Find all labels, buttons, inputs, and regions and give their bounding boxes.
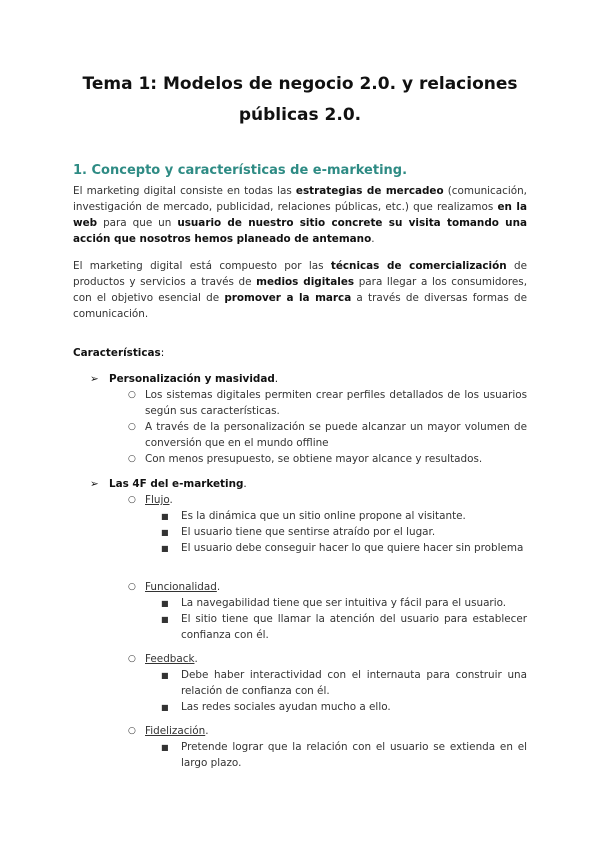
list-item-text: Los sistemas digitales permiten crear perfiles detallados de los usuarios según sus características. [145, 389, 527, 417]
bold-text: técnicas de comercialización [330, 260, 507, 272]
list-item [128, 387, 527, 419]
bold-text: estrategias de mercadeo [295, 185, 444, 197]
underlined-text: Feedback [145, 653, 195, 665]
arrow-bullet-icon: ➢ [90, 373, 99, 385]
text: : [160, 347, 165, 359]
circle-bullet-icon: ○ [128, 422, 136, 432]
underlined-text: Fidelización [145, 725, 206, 737]
list-item-personalizacion [90, 371, 527, 387]
list-item-text: Con menos presupuesto, se obtiene mayor alcance y resultados. [145, 453, 483, 465]
text: . [216, 581, 221, 593]
text: de productos y servicios a través de [73, 260, 527, 288]
list-item [161, 524, 527, 540]
page-title-line-1: Tema 1: Modelos de negocio 2.0. y relaciones [82, 74, 518, 94]
text: . [274, 373, 279, 385]
list-item [161, 595, 527, 611]
text: El marketing digital consiste en todas las [73, 185, 296, 197]
list-item-text: La navegabilidad tiene que ser intuitiva y fácil para el usuario. [181, 597, 507, 609]
list-item-text: Pretende lograr que la relación con el usuario se extienda en el largo plazo. [181, 741, 527, 769]
text: a través de diversas formas de comunicación. [73, 292, 527, 320]
sub-list-title [145, 492, 527, 508]
bold-text: medios digitales [256, 276, 355, 288]
arrow-bullet-icon: ➢ [90, 478, 99, 490]
paragraph-composition [73, 258, 527, 322]
list-item [161, 611, 527, 643]
sub-list-title [145, 651, 527, 667]
list-item-text: El sitio tiene que llamar la atención del usuario para establecer confianza con él. [181, 613, 527, 641]
list-item [128, 419, 527, 451]
list-item [161, 508, 527, 524]
circle-bullet-icon: ○ [128, 582, 136, 592]
square-bullet-icon: ■ [161, 512, 169, 521]
square-bullet-icon: ■ [161, 671, 169, 680]
circle-bullet-icon: ○ [128, 495, 136, 505]
text: . [205, 725, 209, 737]
list-item-text: Es la dinámica que un sitio online propone al visitante. [181, 510, 466, 522]
paragraph-definition [73, 183, 527, 247]
text: (comunicación, investigación de mercado, publicidad, relaciones públicas, etc.) que realizamos [73, 185, 527, 213]
list-item-text: Las redes sociales ayudan mucho a ello. [181, 701, 391, 713]
square-bullet-icon: ■ [161, 615, 169, 624]
sub-list-title [145, 723, 527, 739]
underlined-text: Flujo [145, 494, 170, 506]
text: . [243, 478, 247, 490]
list-item [161, 699, 527, 715]
list-item-text: El usuario debe conseguir hacer lo que quiere hacer sin problema [181, 542, 524, 554]
bold-text: promover a la marca [224, 292, 352, 304]
page-title-line-2: públicas 2.0. [238, 105, 362, 125]
text: para llegar a los consumidores, con el objetivo esencial de [73, 276, 528, 304]
list-item-4f [90, 476, 527, 492]
square-bullet-icon: ■ [161, 599, 169, 608]
circle-bullet-icon: ○ [128, 654, 136, 664]
list-item [161, 540, 527, 556]
bold-text: Características [73, 347, 161, 359]
square-bullet-icon: ■ [161, 528, 169, 537]
sub-list-flujo [128, 492, 527, 508]
list-item-text: Debe haber interactividad con el internauta para construir una relación de confianza con él. [181, 669, 527, 697]
sub-list-title [145, 579, 527, 595]
caracteristicas-label [73, 345, 527, 361]
sub-list-feedback [128, 651, 527, 667]
text: . [194, 653, 198, 665]
list-item-text: A través de la personalización se puede alcanzar un mayor volumen de conversión que en el mundo offline [145, 421, 527, 449]
circle-bullet-icon: ○ [128, 726, 136, 736]
list-item [161, 739, 527, 771]
sub-list-funcionalidad [128, 579, 527, 595]
underlined-text: Funcionalidad [145, 581, 217, 593]
list-item [128, 451, 527, 467]
circle-bullet-icon: ○ [128, 454, 136, 464]
list-item-text: El usuario tiene que sentirse atraído por el lugar. [181, 526, 436, 538]
bold-text: usuario de nuestro sitio concrete su visita tomando una acción que nosotros hemos planeado de antemano [73, 217, 527, 245]
text: . [371, 233, 375, 245]
circle-bullet-icon: ○ [128, 390, 136, 400]
text: . [169, 494, 173, 506]
sub-list-fidelizacion [128, 723, 527, 739]
square-bullet-icon: ■ [161, 703, 169, 712]
list-item-title: Las 4F del e-marketing [109, 478, 244, 490]
bold-text: en la web [73, 201, 527, 229]
section-heading: 1. Concepto y características de e-marketing. [73, 163, 408, 178]
list-item [161, 667, 527, 699]
square-bullet-icon: ■ [161, 743, 169, 752]
text: para que un [97, 217, 178, 229]
list-item-title: Personalización y masividad [109, 373, 275, 385]
text: El marketing digital está compuesto por las [73, 260, 331, 272]
square-bullet-icon: ■ [161, 544, 169, 553]
